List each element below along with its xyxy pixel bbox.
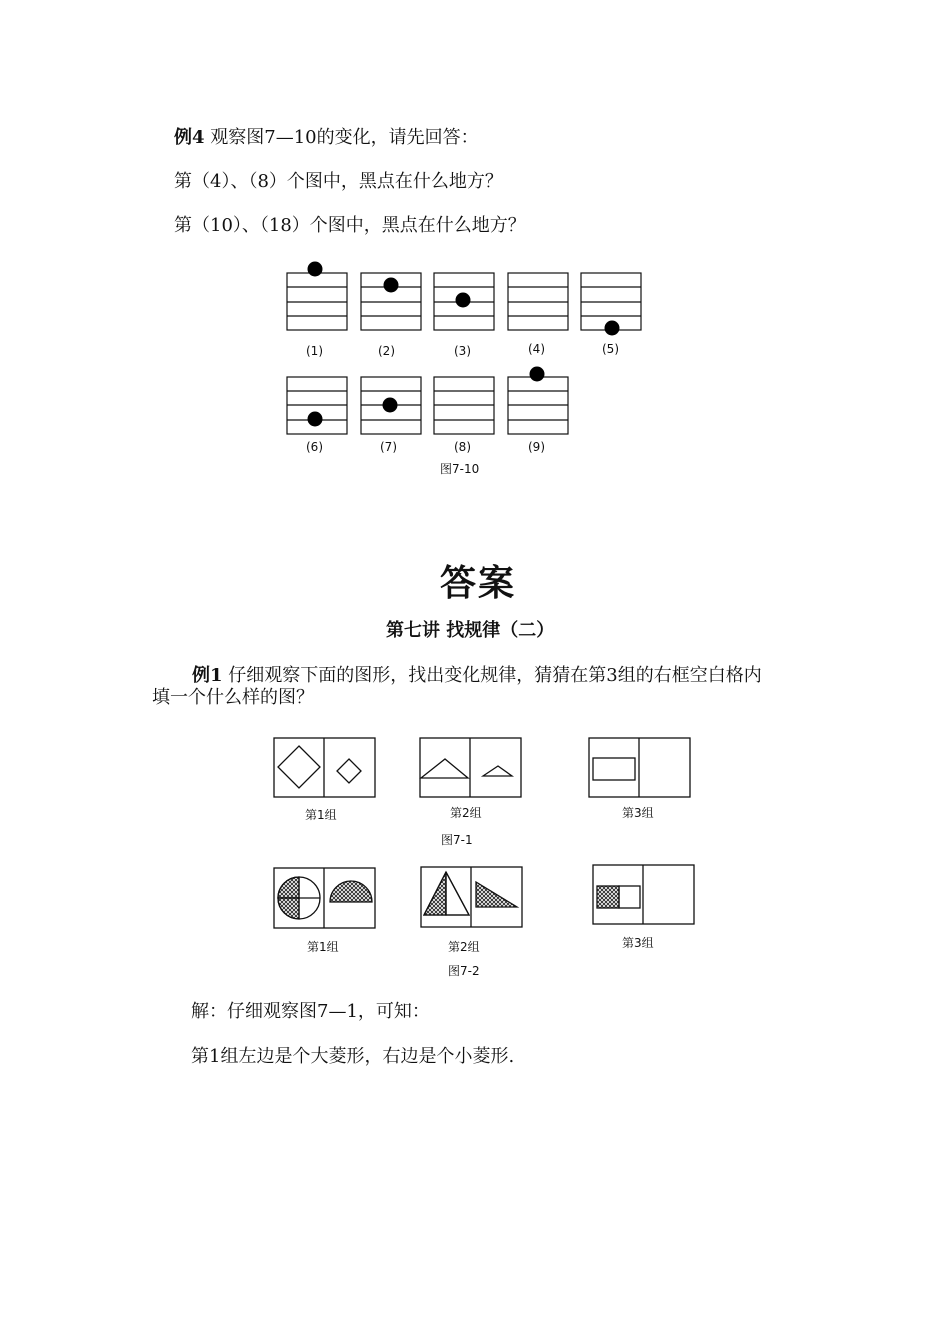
- fig7-2-group-2: [421, 867, 522, 927]
- panel-label-5: (5): [602, 342, 619, 356]
- large-triangle: [421, 759, 468, 778]
- example1-label: 例1: [192, 665, 223, 686]
- half-circle: [330, 881, 372, 902]
- example4-question-2: 第（10）、（18）个图中，黑点在什么地方？: [174, 215, 526, 236]
- example4-label: 例4: [174, 127, 205, 148]
- shaded-square: [597, 886, 619, 908]
- large-rhombus: [278, 746, 320, 788]
- panel-label-2: (2): [378, 344, 395, 358]
- half-triangle-shaded: [476, 882, 517, 907]
- fig7-1-group-2: [420, 738, 521, 797]
- fig7-1-group-1-label: 第1组: [305, 808, 337, 822]
- example1-question-line-2: 填一个什么样的图？: [152, 687, 314, 708]
- fig7-2-group-1-label: 第1组: [307, 940, 339, 954]
- fig7-1-group-1: [274, 738, 375, 797]
- example4-intro: 观察图7—10的变化，请先回答：: [210, 127, 479, 148]
- panel-label-4: (4): [528, 342, 545, 356]
- lecture-title: 第七讲 找规律（二）: [386, 620, 555, 641]
- example1-text-1: 仔细观察下面的图形，找出变化规律，猜猜在第3组的右框空白格内: [228, 665, 762, 686]
- panel-label-6: (6): [306, 440, 323, 454]
- example4-question-1: 第（4）、（8）个图中，黑点在什么地方？: [174, 171, 503, 192]
- blank-square: [619, 886, 640, 908]
- solution-line-2: 第1组左边是个大菱形，右边是个小菱形.: [191, 1046, 515, 1067]
- fig7-1-group-2-label: 第2组: [450, 806, 482, 820]
- fig7-2-group-2-label: 第2组: [448, 940, 480, 954]
- large-rectangle: [593, 758, 635, 780]
- panel-label-3: (3): [454, 344, 471, 358]
- small-rhombus: [337, 759, 361, 783]
- answers-heading: 答案: [440, 562, 517, 604]
- fig7-2-group-1: [274, 868, 375, 928]
- solution-line-1: 解：仔细观察图7—1，可知：: [191, 1001, 430, 1022]
- figure-7-2-caption: 图7-2: [448, 964, 480, 978]
- figure-7-10-caption: 图7-10: [440, 462, 480, 476]
- figure-7-1-caption: 图7-1: [441, 833, 473, 847]
- panel-label-9: (9): [528, 440, 545, 454]
- fig7-1-group-3-label: 第3组: [622, 806, 654, 820]
- fig7-2-group-3: [593, 865, 694, 924]
- small-triangle: [483, 766, 512, 776]
- panel-label-8: (8): [454, 440, 471, 454]
- panel-label-1: (1): [306, 344, 323, 358]
- fig7-1-group-3: [589, 738, 690, 797]
- panel-label-7: (7): [380, 440, 397, 454]
- fig7-2-group-3-label: 第3组: [622, 936, 654, 950]
